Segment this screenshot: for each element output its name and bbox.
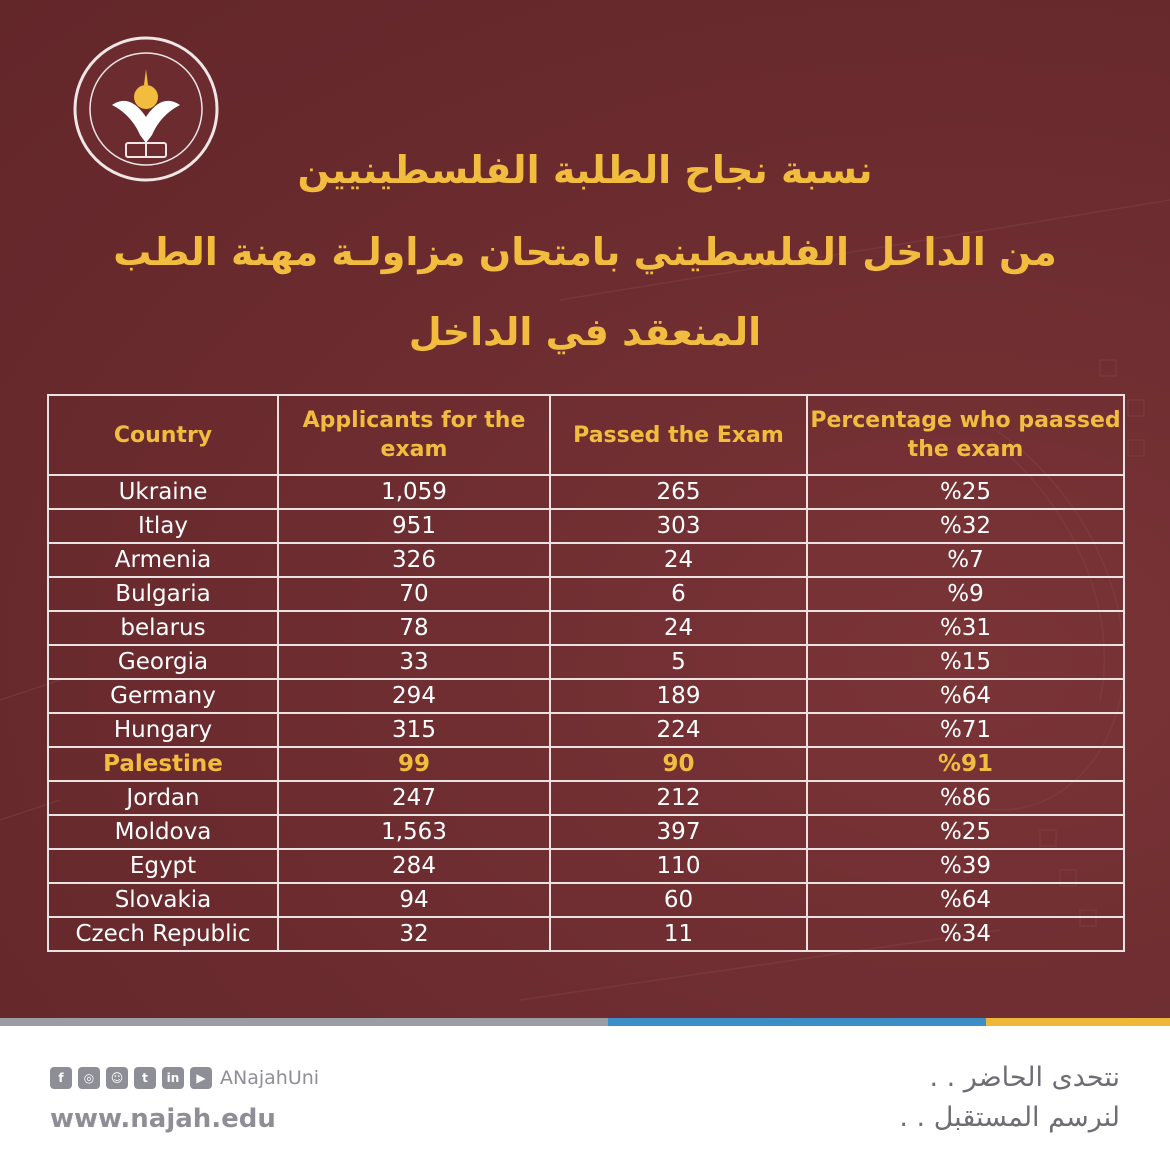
title-line-2: من الداخل الفلسطيني بامتحان مزاولـة مهنة الطب [113, 230, 1057, 274]
cell-passed: 24 [550, 543, 807, 577]
cell-country: Czech Republic [48, 917, 278, 951]
stripe-gray [0, 1018, 608, 1026]
table-row [48, 917, 1124, 951]
table-row [48, 849, 1124, 883]
cell-percentage: %39 [807, 849, 1124, 883]
cell-percentage: %64 [807, 679, 1124, 713]
stripe-gold [986, 1018, 1170, 1026]
table-row [48, 475, 1124, 509]
cell-percentage: %91 [807, 747, 1124, 781]
cell-passed: 265 [550, 475, 807, 509]
cell-applicants: 99 [278, 747, 550, 781]
table-row [48, 509, 1124, 543]
cell-passed: 6 [550, 577, 807, 611]
cell-applicants: 1,059 [278, 475, 550, 509]
website-link[interactable]: www.najah.edu [50, 1104, 276, 1134]
header-percentage: Percentage who paassed the exam [807, 395, 1124, 475]
cell-percentage: %71 [807, 713, 1124, 747]
cell-percentage: %25 [807, 815, 1124, 849]
title-line-1: نسبة نجاح الطلبة الفلسطينيين [297, 148, 873, 192]
cell-passed: 110 [550, 849, 807, 883]
cell-percentage: %25 [807, 475, 1124, 509]
cell-applicants: 315 [278, 713, 550, 747]
title-line-3: المنعقد في الداخل [408, 310, 762, 354]
header-country: Country [48, 395, 278, 475]
cell-percentage: %34 [807, 917, 1124, 951]
cell-applicants: 94 [278, 883, 550, 917]
cell-country: Hungary [48, 713, 278, 747]
social-handle[interactable]: ANajahUni [220, 1067, 320, 1089]
cell-country: Moldova [48, 815, 278, 849]
cell-percentage: %32 [807, 509, 1124, 543]
cell-passed: 5 [550, 645, 807, 679]
cell-country: Germany [48, 679, 278, 713]
cell-passed: 303 [550, 509, 807, 543]
cell-applicants: 32 [278, 917, 550, 951]
facebook-icon[interactable]: f [50, 1067, 72, 1089]
table-row [48, 543, 1124, 577]
header-applicants: Applicants for the exam [278, 395, 550, 475]
stripe-blue [608, 1018, 986, 1026]
cell-country: Egypt [48, 849, 278, 883]
cell-passed: 60 [550, 883, 807, 917]
cell-country: Georgia [48, 645, 278, 679]
table-row [48, 577, 1124, 611]
cell-passed: 224 [550, 713, 807, 747]
cell-applicants: 1,563 [278, 815, 550, 849]
cell-passed: 212 [550, 781, 807, 815]
cell-country: Slovakia [48, 883, 278, 917]
instagram-icon[interactable]: ◎ [78, 1067, 100, 1089]
table-row [48, 747, 1124, 781]
cell-percentage: %86 [807, 781, 1124, 815]
cell-country: Armenia [48, 543, 278, 577]
cell-percentage: %9 [807, 577, 1124, 611]
cell-country: Jordan [48, 781, 278, 815]
cell-percentage: %31 [807, 611, 1124, 645]
slogan-line-2: لنرسم المستقبل . . [899, 1102, 1120, 1133]
cell-applicants: 294 [278, 679, 550, 713]
cell-applicants: 284 [278, 849, 550, 883]
cell-country: Ukraine [48, 475, 278, 509]
table-row [48, 883, 1124, 917]
cell-passed: 24 [550, 611, 807, 645]
cell-applicants: 70 [278, 577, 550, 611]
twitter-icon[interactable]: t [134, 1067, 156, 1089]
cell-passed: 397 [550, 815, 807, 849]
header-passed: Passed the Exam [550, 395, 807, 475]
cell-passed: 11 [550, 917, 807, 951]
table-row [48, 611, 1124, 645]
linkedin-icon[interactable]: in [162, 1067, 184, 1089]
cell-country: belarus [48, 611, 278, 645]
cell-country: Itlay [48, 509, 278, 543]
table-row [48, 679, 1124, 713]
youtube-icon[interactable]: ▶ [190, 1067, 212, 1089]
cell-percentage: %64 [807, 883, 1124, 917]
cell-country: Bulgaria [48, 577, 278, 611]
cell-percentage: %15 [807, 645, 1124, 679]
cell-applicants: 33 [278, 645, 550, 679]
cell-percentage: %7 [807, 543, 1124, 577]
cell-passed: 189 [550, 679, 807, 713]
table-row [48, 713, 1124, 747]
results-table [47, 394, 1125, 952]
table-row [48, 781, 1124, 815]
table-row [48, 645, 1124, 679]
snapchat-icon[interactable]: ☺ [106, 1067, 128, 1089]
social-links [50, 1066, 319, 1090]
cell-applicants: 951 [278, 509, 550, 543]
cell-country: Palestine [48, 747, 278, 781]
slogan-line-1: نتحدى الحاضر . . [929, 1062, 1120, 1093]
cell-applicants: 326 [278, 543, 550, 577]
cell-applicants: 247 [278, 781, 550, 815]
table-header-row [48, 395, 1124, 475]
cell-passed: 90 [550, 747, 807, 781]
cell-applicants: 78 [278, 611, 550, 645]
table-row [48, 815, 1124, 849]
